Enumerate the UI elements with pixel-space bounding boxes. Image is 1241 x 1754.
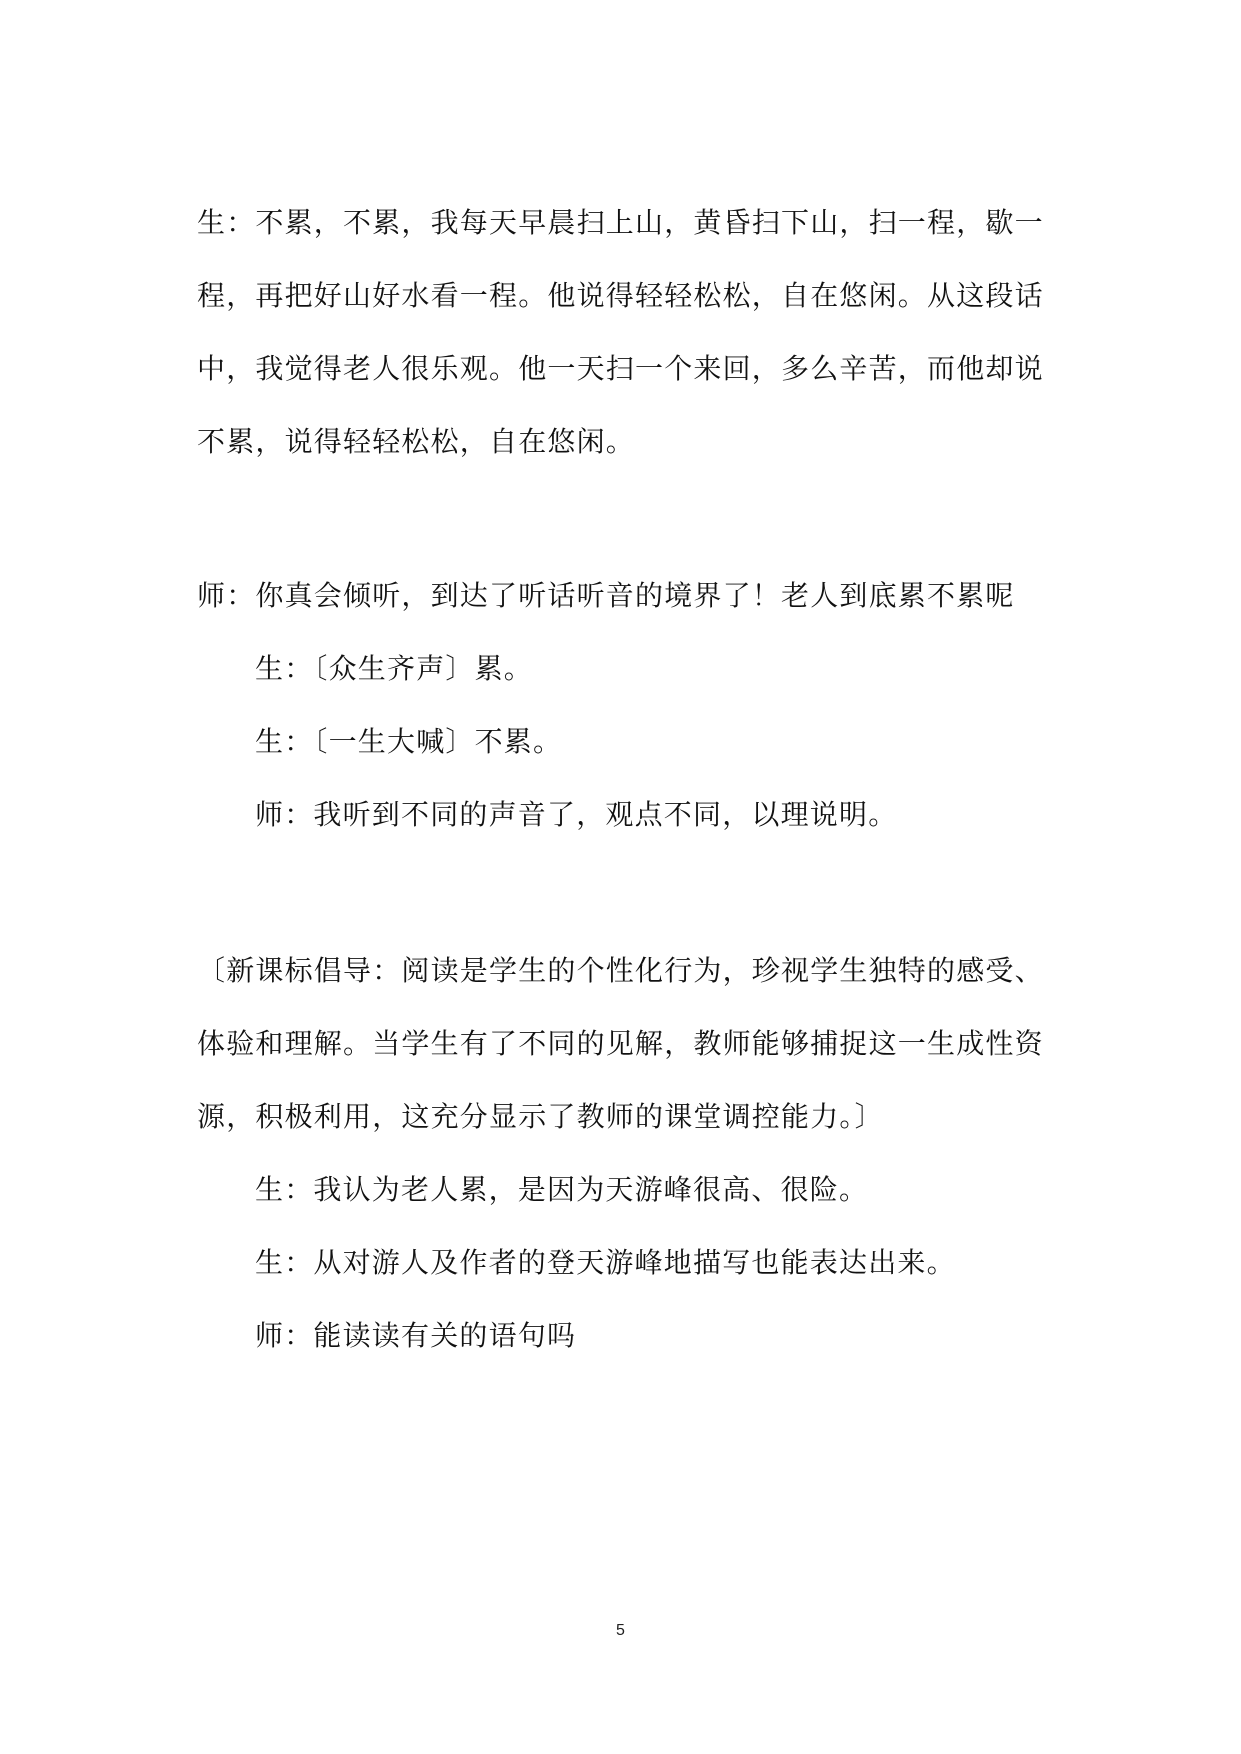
dialogue-line-2: 生：〔一生大喊〕不累。 [255,725,563,758]
dialogue-line-4: 生：我认为老人累，是因为天游峰很高、很险。 [255,1173,869,1206]
commentary-line-2: 体验和理解。当学生有了不同的见解，教师能够捕捉这一生成性资 [197,1027,1044,1060]
dialogue-line-5: 生：从对游人及作者的登天游峰地描写也能表达出来。 [255,1246,956,1279]
commentary-line-1: 〔新课标倡导：阅读是学生的个性化行为，珍视学生独特的感受、 [197,954,1044,987]
paragraph-1-line-2: 程，再把好山好水看一程。他说得轻轻松松，自在悠闲。从这段话 [197,279,1044,312]
commentary-line-3: 源，积极利用，这充分显示了教师的课堂调控能力。〕 [197,1100,884,1133]
teacher-question-line: 师：你真会倾听，到达了听话听音的境界了！老人到底累不累呢 [197,579,1015,612]
paragraph-1-line-1: 生：不累，不累，我每天早晨扫上山，黄昏扫下山，扫一程，歇一 [197,206,1044,239]
paragraph-1-line-3: 中，我觉得老人很乐观。他一天扫一个来回，多么辛苦，而他却说 [197,352,1044,385]
dialogue-line-6: 师：能读读有关的语句吗 [255,1319,577,1352]
paragraph-1-line-4: 不累，说得轻轻松松，自在悠闲。 [197,425,636,458]
dialogue-line-3: 师：我听到不同的声音了，观点不同，以理说明。 [255,798,898,831]
dialogue-line-1: 生：〔众生齐声〕累。 [255,652,534,685]
page-number: 5 [616,1622,625,1639]
